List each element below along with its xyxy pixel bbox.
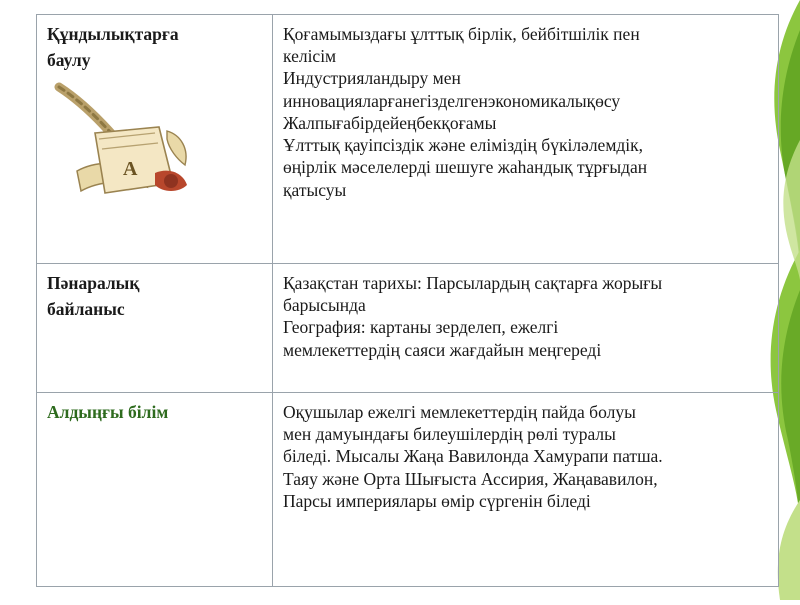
- body-line: Парсы империялары өмір сүргенін біледі: [283, 490, 591, 511]
- row-body-prior-knowledge: [273, 393, 779, 587]
- body-line: мен дамуындағы билеушілердің рөлі туралы: [283, 424, 616, 445]
- svg-text:A: A: [123, 158, 138, 181]
- body-line: Ұлттық қауіпсіздік және еліміздің бүкіләлемдік,: [283, 135, 644, 156]
- row-label-line-1: Пәнаралық: [47, 273, 140, 293]
- body-line: Қоғамымыздағы ұлттық бірлік, бейбітшілік пен: [283, 24, 640, 44]
- body-line: барысында: [283, 295, 366, 316]
- table-row: [37, 393, 779, 587]
- content-table: [36, 14, 779, 587]
- row-label-line-1: Алдыңғы білім: [47, 402, 169, 422]
- row-label-values: [37, 15, 273, 264]
- body-line: мемлекеттердің саяси жағдайын меңгереді: [283, 339, 602, 360]
- row-label-line-1: Құндылықтарға: [47, 24, 179, 44]
- body-line: Таяу және Орта Шығыста Ассирия, Жаңававилон,: [283, 468, 658, 489]
- body-line: инновацияларғанегізделгенэкономикалықөсу: [283, 90, 621, 111]
- table-row: [37, 264, 779, 393]
- body-line: Жалпығабірдейеңбекқоғамы: [283, 112, 497, 133]
- row-body-interdisciplinary: [273, 264, 779, 393]
- body-line: біледі. Мысалы Жаңа Вавилонда Хамурапи патша.: [283, 446, 663, 467]
- body-line: Индустрияландыру мен: [283, 68, 461, 89]
- body-line: География: картаны зерделеп, ежелгі: [283, 317, 559, 338]
- body-line: Оқушылар ежелгі мемлекеттердің пайда болуы: [283, 402, 636, 422]
- table-row: [37, 15, 779, 264]
- row-label-interdisciplinary: [37, 264, 273, 393]
- row-label-prior-knowledge: [37, 393, 273, 587]
- row-label-line-2: байланыс: [47, 299, 125, 320]
- body-line: қатысуы: [283, 179, 347, 200]
- body-line: Қазақстан тарихы: Парсылардың сақтарға жорығы: [283, 273, 663, 293]
- body-line: өңірлік мәселелерді шешуге жаһандық тұрғыдан: [283, 157, 648, 178]
- scroll-and-book-illustration: [47, 75, 227, 215]
- row-label-line-2: баулу: [47, 50, 91, 71]
- body-line: келісім: [283, 46, 337, 67]
- row-body-values: [273, 15, 779, 264]
